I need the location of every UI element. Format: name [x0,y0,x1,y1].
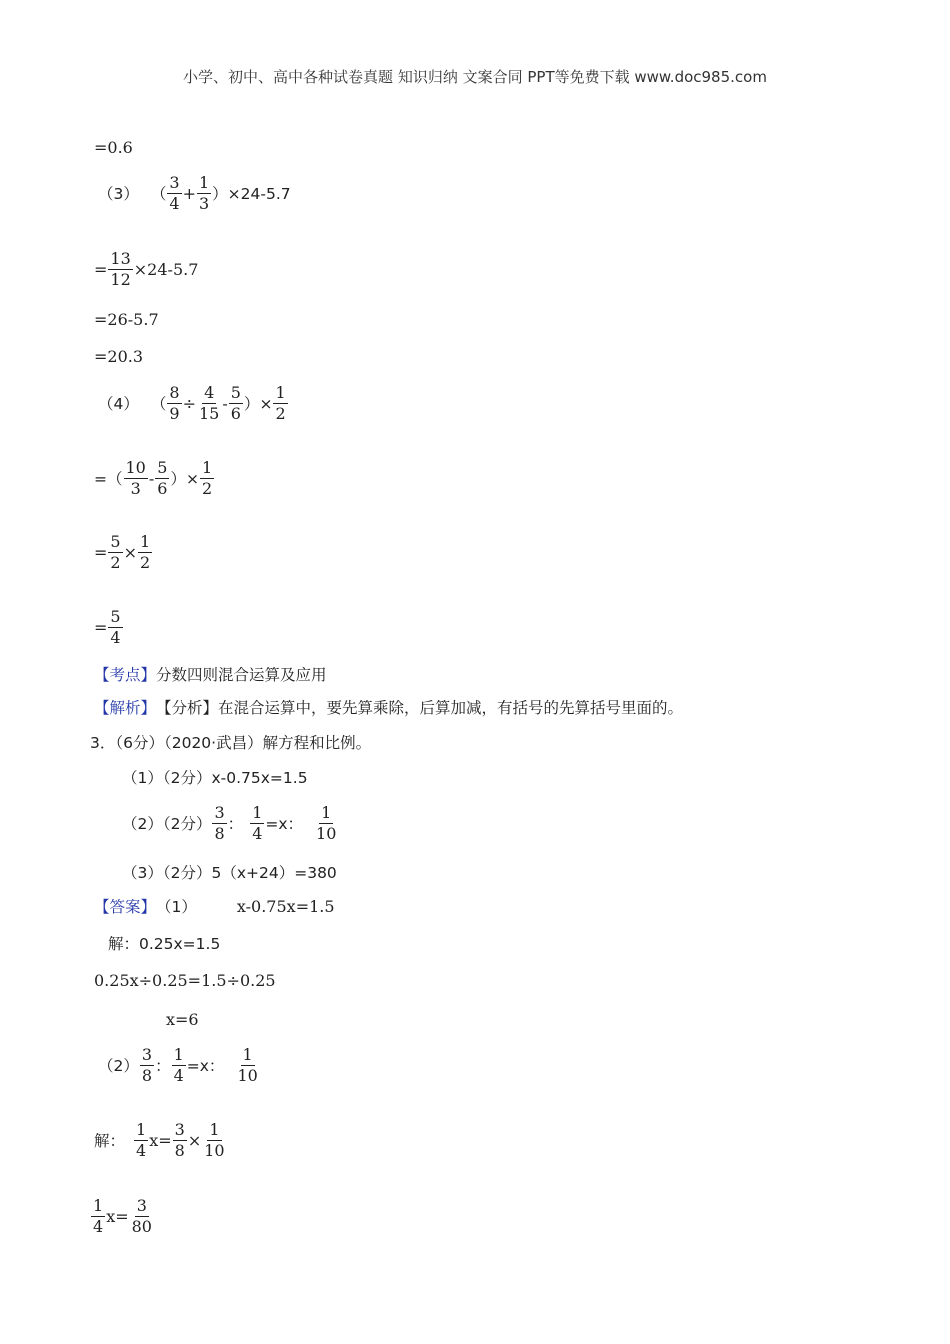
step-text: =（ [94,469,123,488]
fraction [108,249,132,290]
denominator: 3 [198,194,210,213]
step-line [94,348,143,366]
answer-line-1 [94,898,335,916]
denominator: 10 [204,1141,225,1160]
operator: × [123,542,137,562]
step-text: x= [149,1130,172,1150]
operator: ÷ [182,393,196,413]
fraction [134,1120,148,1161]
step-line [94,458,215,499]
denominator: 8 [214,824,225,843]
numerator: 3 [169,173,180,192]
denominator: 8 [174,1141,185,1160]
step-line [94,532,153,573]
answer-step [94,972,276,990]
answer-step [166,1011,199,1029]
answer-step [108,935,220,953]
paren-open: （ [150,394,167,413]
denominator: 8 [141,1066,153,1085]
answer-tag: 【答案】 [94,898,157,916]
step-prefix: 解： [94,1131,126,1150]
question-3-sub-2 [122,803,339,844]
numerator: 1 [136,1120,147,1139]
answer-step [90,1196,155,1237]
jiexi-text: 【分析】在混合运算中，要先算乘除，后算加减，有括号的先算括号里面的。 [156,699,684,717]
ratio-colon: ： [155,1056,171,1075]
step-text: x= [106,1206,129,1226]
question-3-sub-1 [122,769,308,787]
fraction [229,383,243,424]
question-title: 3．（6分）（2020·武昌）解方程和比例。 [90,734,372,752]
fraction [200,458,214,499]
numerator: 1 [140,532,151,551]
step-text: 0.25x÷0.25=1.5÷0.25 [94,971,276,990]
denominator: 2 [140,553,151,572]
fraction [173,1120,187,1161]
sub-question-label: （2）（2分） [122,814,212,833]
step-line [94,311,159,329]
step-text: =0.6 [94,138,133,157]
fraction [124,458,148,499]
fraction [212,803,226,844]
operator: ）× [243,394,273,413]
step-line [94,139,133,157]
denominator: 15 [198,404,220,423]
fraction [273,383,287,424]
numerator: 5 [110,607,121,626]
sub-question: （1）（2分）x-0.75x=1.5 [122,769,308,787]
step-text: =20.3 [94,347,144,366]
answer-2-expression [98,1045,261,1086]
numerator: 1 [173,1045,184,1064]
equals: = [94,542,108,562]
paren-open: （ [150,184,167,203]
operator: - [148,468,155,488]
numerator: 1 [321,803,332,822]
jiexi-line [94,699,683,717]
equals: = [94,617,108,637]
fraction [140,1045,154,1086]
operator: ）× [170,469,199,488]
denominator: 80 [131,1217,152,1236]
jiexi-tag: 【解析】 [94,699,157,717]
numerator: 5 [157,458,168,477]
numerator: 3 [136,1196,147,1215]
denominator: 3 [130,479,141,498]
denominator: 10 [316,824,337,843]
equals: = [94,259,108,279]
sub-question: （3）（2分）5（x+24）=380 [122,864,337,882]
numerator: 1 [93,1196,104,1215]
denominator: 9 [169,404,180,423]
fraction [108,532,122,573]
kaodian-line [94,666,327,684]
numerator: 1 [201,458,213,477]
kaodian-text: 分数四则混合运算及应用 [156,666,327,684]
denominator: 4 [173,1066,184,1085]
step-text: 解：0.25x=1.5 [108,935,221,953]
fraction [108,607,122,648]
answer-equation: x-0.75x=1.5 [236,897,335,916]
numerator: 3 [141,1045,153,1064]
numerator: 5 [110,532,121,551]
operator: - [222,393,228,413]
fraction [91,1196,105,1237]
fraction [250,803,264,844]
denominator: 10 [237,1066,258,1085]
denominator: 4 [169,194,180,213]
step-text: =26-5.7 [94,310,159,329]
step-line [94,607,124,648]
problem-label: （4） [98,394,139,413]
denominator: 4 [110,628,121,647]
numerator: 3 [214,803,225,822]
fraction [138,532,152,573]
question-3-title [90,734,371,752]
kaodian-tag: 【考点】 [94,666,157,684]
problem-3-expression [98,173,291,214]
fraction [130,1196,154,1237]
answer-step [94,1120,228,1161]
denominator: 12 [110,270,131,289]
denominator: 2 [275,404,286,423]
operator: + [182,183,196,203]
ratio-colon: ： [227,814,244,833]
equation-mid: =x： [186,1056,225,1075]
numerator: 3 [174,1120,185,1139]
step-text: x=6 [166,1010,199,1029]
denominator: 4 [252,824,263,843]
numerator: 10 [125,458,146,477]
expression-rest: ）×24-5.7 [212,184,291,203]
numerator: 1 [252,803,263,822]
numerator: 8 [169,383,180,402]
fraction [314,803,338,844]
answer-label: （1） [156,898,197,916]
question-3-sub-3 [122,864,337,882]
numerator: 4 [204,383,215,402]
answer-label: （2） [98,1056,139,1075]
denominator: 2 [201,479,213,498]
fraction [235,1045,259,1086]
denominator: 6 [157,479,168,498]
denominator: 6 [230,404,241,423]
numerator: 1 [198,173,210,192]
fraction [202,1120,226,1161]
denominator: 4 [136,1141,147,1160]
page-header: 小学、初中、高中各种试卷真题 知识归纳 文案合同 PPT等免费下载 www.doc985.com [183,68,767,86]
step-line [94,249,198,290]
numerator: 1 [275,383,286,402]
problem-label: （3） [98,184,139,203]
fraction [167,173,181,214]
fraction [172,1045,186,1086]
equation-mid: =x： [265,814,304,833]
problem-4-expression [98,383,289,424]
fraction [155,458,169,499]
denominator: 2 [110,553,121,572]
numerator: 5 [230,383,241,402]
step-text: ×24-5.7 [133,259,199,279]
operator: × [187,1130,202,1150]
fraction [197,383,221,424]
fraction [167,383,181,424]
numerator: 1 [209,1120,220,1139]
denominator: 4 [93,1217,104,1236]
numerator: 13 [110,249,131,268]
numerator: 1 [242,1045,253,1064]
fraction [197,173,211,214]
